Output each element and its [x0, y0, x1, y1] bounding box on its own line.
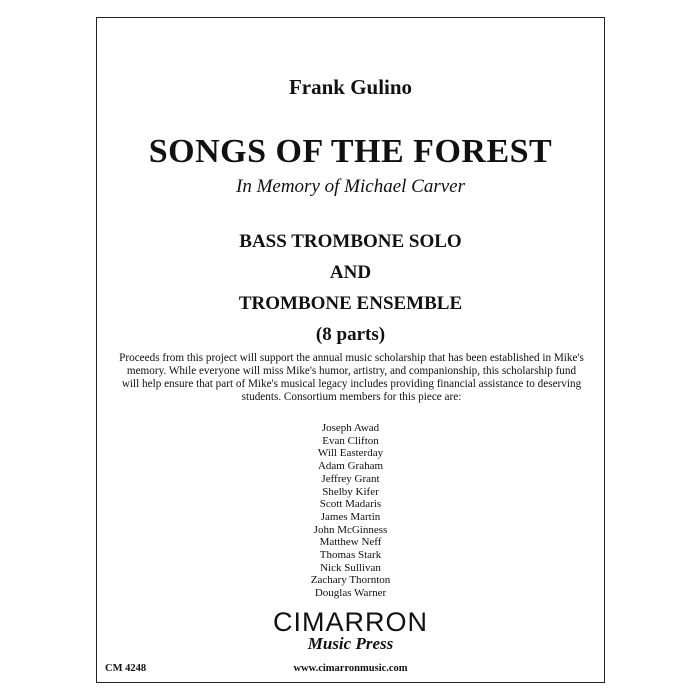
- scoring-line-and: AND: [329, 262, 372, 283]
- scoring-line-parts: (8 parts): [315, 324, 386, 345]
- list-item: Shelby Kifer: [322, 485, 379, 498]
- composer-name: Frank Gulino: [288, 75, 413, 99]
- list-item: Evan Clifton: [322, 434, 379, 447]
- list-item: Douglas Warner: [314, 587, 387, 600]
- piece-title: SONGS OF THE FOREST: [148, 133, 553, 170]
- publisher-name: CIMARRON: [273, 607, 428, 637]
- publisher-logo: [97, 608, 604, 652]
- list-item: Adam Graham: [317, 460, 384, 473]
- list-item: Thomas Stark: [319, 549, 382, 562]
- list-item: Will Easterday: [317, 447, 384, 460]
- list-item: Nick Sullivan: [320, 561, 381, 574]
- list-item: Matthew Neff: [319, 536, 382, 549]
- dedication: In Memory of Michael Carver: [236, 176, 465, 197]
- publisher-subname: Music Press: [307, 634, 394, 653]
- scoring-line-solo: BASS TROMBONE SOLO: [239, 231, 462, 252]
- publisher-website: www.cimarronmusic.com: [293, 663, 408, 674]
- list-item: Scott Madaris: [319, 498, 382, 511]
- list-item: John McGinness: [313, 523, 388, 536]
- catalog-number: CM 4248: [105, 663, 147, 674]
- list-item: Jeffrey Grant: [321, 472, 380, 485]
- score-cover-page: [96, 17, 605, 683]
- description-paragraph: Proceeds from this project will support the annual music scholarship that has been established in Mike's memory. While everyone will miss Mike's humor, artistry, and companionship, this scholarship fund will help ensure that part of Mike's musical legacy includes providing financial assistance to deserving students. Consortium members for this piece are:: [119, 352, 584, 403]
- list-item: Joseph Awad: [321, 422, 380, 434]
- list-item: James Martin: [320, 510, 381, 523]
- scoring-line-ensemble: TROMBONE ENSEMBLE: [238, 293, 463, 314]
- consortium-member-list: [97, 422, 604, 600]
- list-item: Zachary Thornton: [310, 574, 391, 587]
